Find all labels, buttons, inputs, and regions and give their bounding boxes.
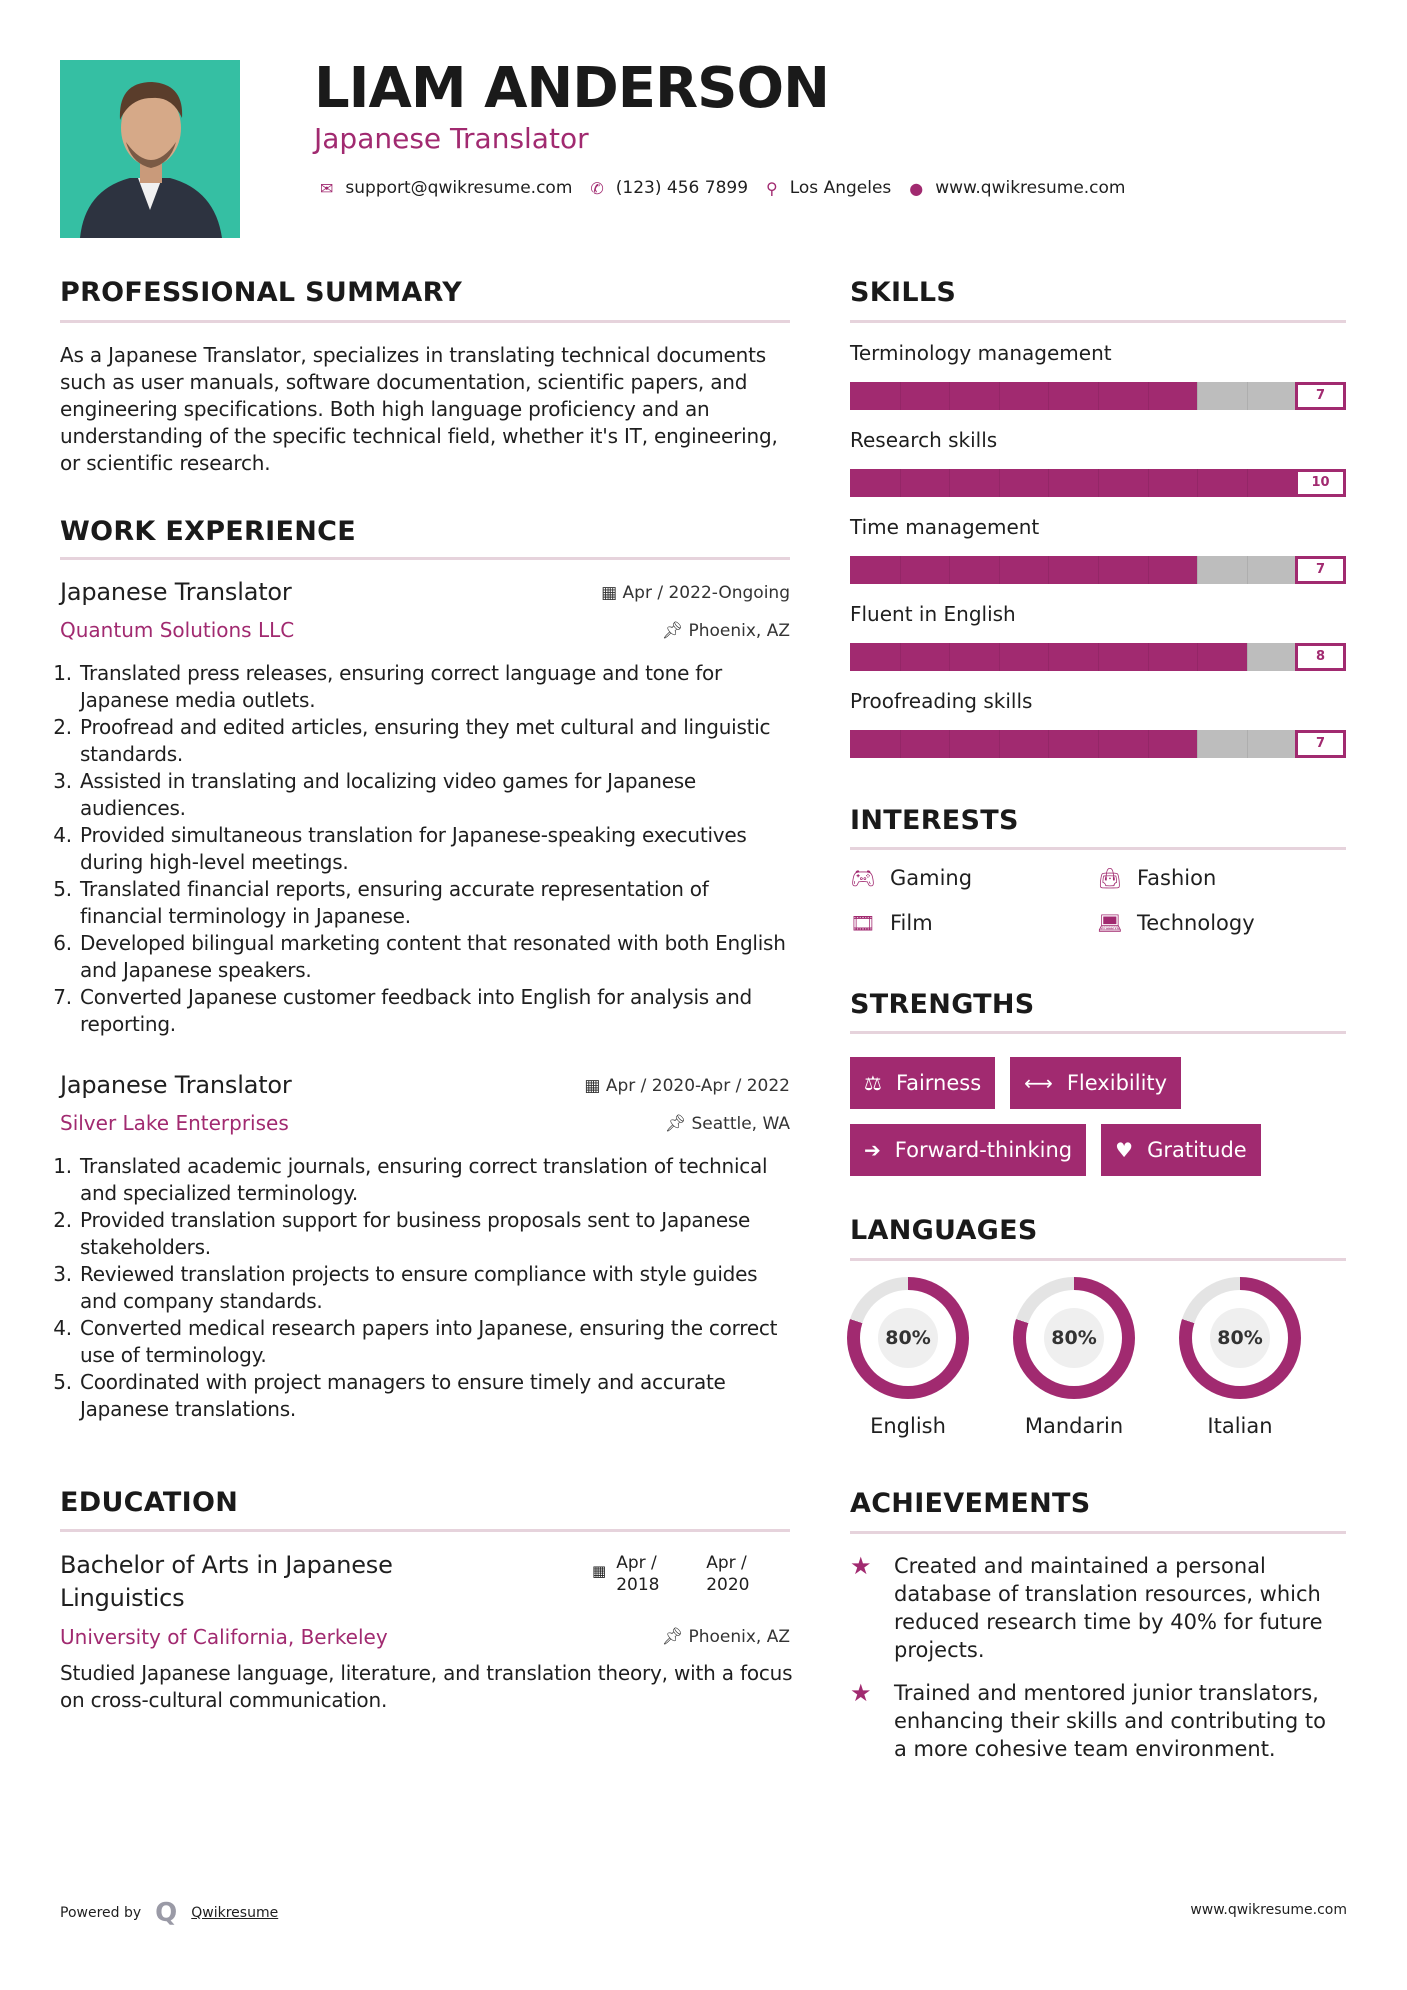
company-name: Silver Lake Enterprises bbox=[60, 1111, 289, 1135]
brand-link[interactable]: Qwikresume bbox=[191, 1905, 279, 1921]
strengths-list bbox=[850, 1057, 1346, 1176]
education-location-text: Phoenix, AZ bbox=[688, 1627, 790, 1647]
strength-tag bbox=[850, 1124, 1086, 1176]
bullet-item: 4. Converted medical research papers into Japanese, ensuring the correct use of terminology. bbox=[78, 1315, 795, 1369]
divider bbox=[60, 320, 790, 323]
skill-bar-segment bbox=[1247, 730, 1248, 758]
bullet-item: 2. Provided translation support for business proposals sent to Japanese stakeholders. bbox=[78, 1207, 795, 1261]
company-name: Quantum Solutions LLC bbox=[60, 618, 295, 642]
languages-heading: LANGUAGES bbox=[850, 1215, 1038, 1246]
strength-label: Flexibility bbox=[1066, 1071, 1168, 1095]
divider bbox=[60, 1529, 790, 1532]
skill-bar bbox=[850, 556, 1346, 584]
work-heading: WORK EXPERIENCE bbox=[60, 516, 356, 547]
arrows-horizontal-icon: ⟷ bbox=[1024, 1071, 1053, 1095]
skill-bar-segment bbox=[1048, 643, 1049, 671]
skill-bar-segment bbox=[1148, 643, 1149, 671]
footer-powered bbox=[60, 1898, 278, 1928]
calendar-icon: ▦ bbox=[592, 1562, 607, 1580]
contact-website[interactable]: www.qwikresume.com bbox=[935, 178, 1126, 198]
job-date bbox=[584, 1076, 790, 1096]
bullet-item: 4. Provided simultaneous translation for Japanese-speaking executives during high-level meetings. bbox=[78, 822, 795, 876]
skill-bar-segment bbox=[949, 382, 950, 410]
skill-bar-segment bbox=[1148, 730, 1149, 758]
skill-bar-segment bbox=[1098, 469, 1099, 497]
map-marker-icon: ⚲ bbox=[766, 178, 778, 198]
qwikresume-logo-icon: Q bbox=[155, 1898, 178, 1928]
language-percent: 80% bbox=[1217, 1327, 1263, 1349]
job-title: Japanese Translator bbox=[314, 122, 589, 155]
interest-label: Film bbox=[890, 911, 933, 935]
bullet-item: 5. Translated financial reports, ensuring accurate representation of financial terminology in Japanese. bbox=[78, 876, 795, 930]
skill-bar-segment bbox=[1048, 556, 1049, 584]
calendar-icon: ▦ bbox=[584, 1076, 606, 1096]
skill-bar-segment bbox=[1148, 469, 1149, 497]
job-entry-title: Japanese Translator bbox=[60, 1071, 292, 1099]
language-percent: 80% bbox=[1051, 1327, 1097, 1349]
job-entry-title: Japanese Translator bbox=[60, 578, 292, 606]
interest-item bbox=[1097, 866, 1216, 890]
divider bbox=[850, 320, 1346, 323]
job-date bbox=[601, 583, 790, 603]
skills-heading: SKILLS bbox=[850, 277, 957, 308]
skill-bar-segment bbox=[999, 730, 1000, 758]
skill-bar-segment bbox=[1197, 643, 1198, 671]
divider bbox=[60, 557, 790, 560]
strength-tag bbox=[1101, 1124, 1261, 1176]
skill-bar-segment bbox=[900, 469, 901, 497]
interest-item bbox=[850, 911, 933, 935]
strength-label: Forward-thinking bbox=[894, 1138, 1073, 1162]
skill-bar-segment bbox=[949, 730, 950, 758]
bullet-item: 2. Proofread and edited articles, ensuring they met cultural and linguistic standards. bbox=[78, 714, 795, 768]
skill-label: Research skills bbox=[850, 428, 998, 452]
skill-bar-fill bbox=[850, 730, 1197, 758]
strength-tag bbox=[1010, 1057, 1181, 1109]
interest-label: Gaming bbox=[890, 866, 973, 890]
achievements-heading: ACHIEVEMENTS bbox=[850, 1488, 1091, 1519]
education-heading: EDUCATION bbox=[60, 1487, 239, 1518]
language-donut bbox=[1179, 1277, 1301, 1399]
school: University of California, Berkeley bbox=[60, 1625, 388, 1649]
phone-icon: ✆ bbox=[590, 178, 604, 198]
skill-bar-segment bbox=[1247, 556, 1248, 584]
skill-bar-segment bbox=[1148, 382, 1149, 410]
bullet-item: 3. Reviewed translation projects to ensure compliance with style guides and company standards. bbox=[78, 1261, 795, 1315]
skill-bar-segment bbox=[1048, 730, 1049, 758]
job-location bbox=[665, 1114, 791, 1134]
interest-item bbox=[1097, 911, 1255, 935]
language-donut bbox=[847, 1277, 969, 1399]
skill-value: 7 bbox=[1295, 382, 1346, 410]
language-label: Mandarin bbox=[1024, 1414, 1124, 1438]
skill-bar-segment bbox=[1098, 730, 1099, 758]
skill-value: 10 bbox=[1295, 469, 1346, 497]
divider bbox=[850, 1258, 1346, 1261]
education-location bbox=[661, 1627, 790, 1647]
skill-bar-segment bbox=[900, 382, 901, 410]
interest-item bbox=[850, 866, 972, 890]
skill-bar-segment bbox=[1098, 382, 1099, 410]
language-donut bbox=[1013, 1277, 1135, 1399]
contact-email[interactable]: support@qwikresume.com bbox=[345, 178, 573, 198]
skill-bar bbox=[850, 730, 1346, 758]
skill-bar-segment bbox=[900, 730, 901, 758]
bullet-item: 1. Translated academic journals, ensuring correct translation of technical and specialized terminology. bbox=[78, 1153, 795, 1207]
bullet-item: 6. Developed bilingual marketing content that resonated with both English and Japanese speakers. bbox=[78, 930, 795, 984]
summary-text: As a Japanese Translator, specializes in translating technical documents such as user manuals, software documentation, scientific papers, and engineering specifications. Both high language proficiency and an understanding of the specific technical field, whether it's IT, engineering, or scientific research. bbox=[60, 343, 778, 475]
skill-bar bbox=[850, 643, 1346, 671]
skill-label: Time management bbox=[850, 515, 1040, 539]
degree: Bachelor of Arts in Japanese Linguistics bbox=[60, 1551, 393, 1612]
calendar-icon: ▦ bbox=[601, 583, 623, 603]
gamepad-icon: 🎮︎ bbox=[850, 866, 876, 890]
skill-bar-segment bbox=[900, 556, 901, 584]
skill-bar-fill bbox=[850, 382, 1197, 410]
bullet-item: 3. Assisted in translating and localizing video games for Japanese audiences. bbox=[78, 768, 795, 822]
skill-bar bbox=[850, 382, 1346, 410]
skill-bar-segment bbox=[999, 643, 1000, 671]
skill-label: Terminology management bbox=[850, 341, 1112, 365]
profile-photo bbox=[60, 60, 240, 238]
interests-heading: INTERESTS bbox=[850, 805, 1019, 836]
skill-value: 8 bbox=[1295, 643, 1346, 671]
job-bullets bbox=[60, 660, 795, 1038]
contact-location: Los Angeles bbox=[789, 178, 892, 198]
powered-by-label: Powered by bbox=[60, 1905, 142, 1921]
language-percent: 80% bbox=[885, 1327, 931, 1349]
arrow-right-icon: ➔ bbox=[864, 1138, 881, 1162]
job-date-text: Apr / 2022-Ongoing bbox=[622, 583, 790, 603]
job-bullets bbox=[60, 1153, 795, 1423]
skill-value: 7 bbox=[1295, 556, 1346, 584]
skill-bar-segment bbox=[1247, 643, 1248, 671]
star-icon: ★ bbox=[850, 1679, 872, 1707]
laptop-icon: 💻︎ bbox=[1097, 911, 1123, 935]
pin-icon: 📌︎ bbox=[661, 621, 689, 641]
contact-bar bbox=[314, 178, 1126, 198]
skill-bar-fill bbox=[850, 556, 1197, 584]
skill-bar-segment bbox=[900, 643, 901, 671]
achievement-item bbox=[850, 1552, 1350, 1664]
envelope-icon: ✉ bbox=[320, 178, 334, 198]
candidate-name: LIAM ANDERSON bbox=[314, 56, 829, 121]
skill-label: Fluent in English bbox=[850, 602, 1016, 626]
skill-label: Proofreading skills bbox=[850, 689, 1033, 713]
shopping-bag-icon: 👜︎ bbox=[1097, 866, 1123, 890]
balance-scale-icon: ⚖ bbox=[864, 1071, 882, 1095]
language-label: Italian bbox=[1207, 1414, 1273, 1438]
footer-website[interactable]: www.qwikresume.com bbox=[1190, 1902, 1347, 1918]
job-location bbox=[661, 621, 790, 641]
skill-bar-segment bbox=[1247, 469, 1248, 497]
interest-label: Fashion bbox=[1137, 866, 1217, 890]
skill-bar-segment bbox=[1197, 382, 1198, 410]
interest-label: Technology bbox=[1137, 911, 1255, 935]
summary-heading: PROFESSIONAL SUMMARY bbox=[60, 277, 463, 308]
achievement-text: Created and maintained a personal database of translation resources, which reduced research time by 40% for future projects. bbox=[894, 1554, 1323, 1662]
language-label: English bbox=[870, 1414, 946, 1438]
skill-bar-segment bbox=[1197, 730, 1198, 758]
achievement-text: Trained and mentored junior translators, enhancing their skills and contributing to a more cohesive team environment. bbox=[894, 1681, 1326, 1761]
star-icon: ★ bbox=[850, 1552, 872, 1580]
job-location-text: Phoenix, AZ bbox=[688, 621, 790, 641]
skill-bar-segment bbox=[949, 556, 950, 584]
bullet-item: 1. Translated press releases, ensuring correct language and tone for Japanese media outlets. bbox=[78, 660, 795, 714]
skill-bar-segment bbox=[1197, 556, 1198, 584]
globe-icon: ● bbox=[909, 178, 924, 198]
education-end: Apr / 2020 bbox=[706, 1553, 750, 1595]
heart-icon: ♥ bbox=[1115, 1138, 1134, 1162]
skill-bar-segment bbox=[1098, 643, 1099, 671]
strengths-heading: STRENGTHS bbox=[850, 989, 1035, 1020]
pin-icon: 📌︎ bbox=[661, 1627, 689, 1647]
job-location-text: Seattle, WA bbox=[691, 1114, 790, 1134]
divider bbox=[850, 1531, 1346, 1534]
skill-bar-segment bbox=[1048, 469, 1049, 497]
film-icon: 🎞︎ bbox=[850, 911, 876, 935]
strength-label: Fairness bbox=[895, 1071, 982, 1095]
skill-bar-segment bbox=[999, 556, 1000, 584]
skill-bar-segment bbox=[949, 643, 950, 671]
contact-phone: (123) 456 7899 bbox=[615, 178, 749, 198]
education-dates bbox=[592, 1552, 756, 1596]
skill-bar-segment bbox=[1048, 382, 1049, 410]
divider bbox=[850, 847, 1346, 850]
education-start: Apr / 2018 bbox=[616, 1553, 660, 1595]
bullet-item: 5. Coordinated with project managers to ensure timely and accurate Japanese translations. bbox=[78, 1369, 795, 1423]
bullet-item: 7. Converted Japanese customer feedback into English for analysis and reporting. bbox=[78, 984, 795, 1038]
skill-bar-segment bbox=[1098, 556, 1099, 584]
skill-bar-segment bbox=[999, 382, 1000, 410]
strength-label: Gratitude bbox=[1147, 1138, 1247, 1162]
skill-bar-segment bbox=[949, 469, 950, 497]
skill-bar-segment bbox=[999, 469, 1000, 497]
achievement-item bbox=[850, 1679, 1350, 1763]
skill-bar-segment bbox=[1247, 382, 1248, 410]
pin-icon: 📌︎ bbox=[664, 1114, 692, 1134]
strength-tag bbox=[850, 1057, 995, 1109]
education-description: Studied Japanese language, literature, and translation theory, with a focus on cross-cultural communication. bbox=[60, 1661, 793, 1712]
skill-bar-segment bbox=[1197, 469, 1198, 497]
skill-bar bbox=[850, 469, 1346, 497]
divider bbox=[850, 1031, 1346, 1034]
job-date-text: Apr / 2020-Apr / 2022 bbox=[605, 1076, 790, 1096]
skill-bar-segment bbox=[1148, 556, 1149, 584]
skill-value: 7 bbox=[1295, 730, 1346, 758]
